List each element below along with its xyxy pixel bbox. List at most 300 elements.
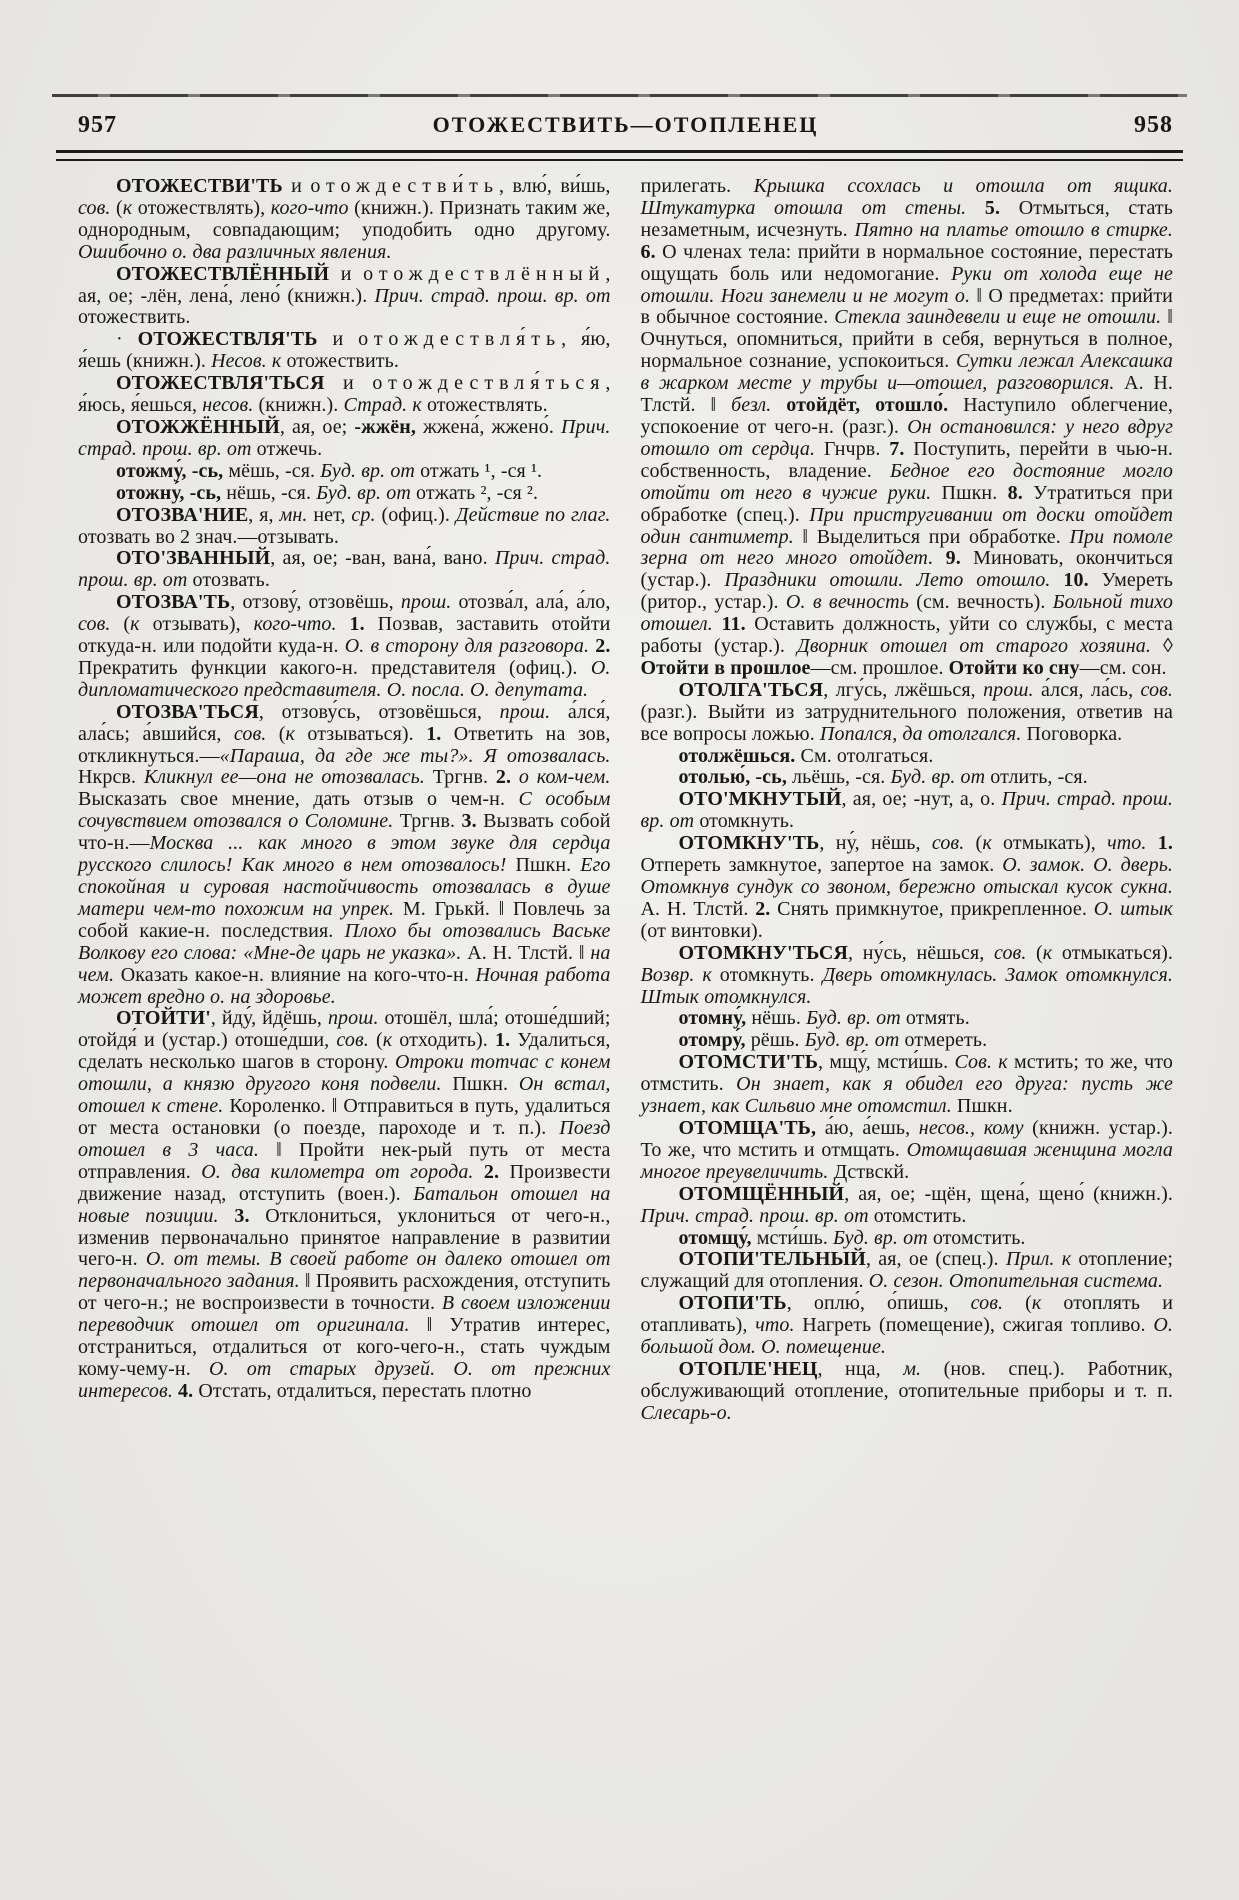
entry-text-segment: а́ю, а́ешь, <box>816 1116 919 1139</box>
dictionary-entry <box>641 767 1174 789</box>
entry-text-segment: сов. <box>336 1029 369 1052</box>
entry-text-segment: Отмыться, стать незаметным, исчезнуть. <box>640 196 1173 241</box>
entry-text-segment: ‖ О предметах: прийти в обычное состояние. <box>640 284 1173 329</box>
entry-headword: ОТОЖЖЁННЫЙ <box>116 415 280 438</box>
entry-headword: ОТОМЩЁННЫЙ <box>678 1182 845 1205</box>
entry-text-segment: , мщу́, мсти́шь. <box>818 1051 955 1074</box>
entry-text-segment: Прил. к <box>1005 1248 1072 1271</box>
entry-text-segment: Батальон отошел на новые позиции. <box>78 1182 611 1227</box>
entry-text-segment: безл. <box>731 394 772 417</box>
entry-text-segment: Прич. страд. прош. вр. от <box>78 415 611 460</box>
entry-headword: ОТОЗВА'ТЬСЯ <box>116 700 259 723</box>
entry-text-segment <box>966 197 985 219</box>
entry-text-segment: Отстать, отдалиться, перестать плотно <box>193 1379 532 1402</box>
entry-text-segment: сов. <box>78 196 111 219</box>
entry-text-segment <box>219 1205 235 1227</box>
entry-text-segment: Возвр. к <box>640 963 712 986</box>
entry-text-segment: отомстить. <box>927 1226 1026 1249</box>
entry-text-segment: что. <box>755 1314 795 1337</box>
entry-text-segment: 3. <box>234 1204 250 1227</box>
entry-text-segment: 10. <box>1063 569 1089 592</box>
entry-text-segment: 1. <box>494 1029 511 1052</box>
entry-text-segment: ( <box>1026 941 1043 964</box>
entry-text-segment: 6. <box>640 240 656 263</box>
entry-text-segment: отошёл, шла́; отоше́дший; отойдя́ и (устар.) отоше́дши, <box>78 1007 611 1052</box>
entry-text-segment: , влю́, ви́шь, <box>499 175 611 197</box>
entry-text-segment: ‖ Проявить расхождения, отступить от чего-н.; не воспроизвести в точности. <box>78 1270 611 1315</box>
entry-text-segment: и <box>324 372 373 395</box>
entry-text-segment: ‖ Очнуться, опомниться, прийти в себя, вернуться в полное, нормальное сознание, успокоиться. <box>640 306 1173 373</box>
entry-text-segment: О членах тела: прийти в нормальное состояние, перестать ощущать боль или недомогание. <box>640 240 1173 285</box>
entry-text-segment: Руки от холода еще не отошли. Ноги занемели и не могут о. <box>640 262 1173 307</box>
entry-text-segment: Буд. вр. от <box>804 1029 900 1052</box>
entry-text-segment: Пшкн. <box>951 1095 1013 1118</box>
entry-headword: ОТОПЛЕ'НЕЦ <box>678 1357 818 1380</box>
entry-text-segment <box>1147 832 1158 854</box>
entry-text-segment: отжать ², -ся ². <box>410 481 539 504</box>
dictionary-entry <box>78 483 611 505</box>
entry-text-segment: Больной тихо отошел. <box>640 591 1173 636</box>
entry-text-segment: Ночная работа может вредно о. на здоровье. <box>78 963 611 1008</box>
entry-text-segment: (офиц.). <box>375 503 456 526</box>
dictionary-entry <box>641 1249 1174 1293</box>
entry-text-segment: Отойти в прошлое <box>640 656 811 679</box>
entry-text-segment: несов., кому <box>918 1116 1024 1139</box>
entry-headword: ОТО'ЗВАННЫЙ <box>116 547 271 570</box>
entry-text-segment: -жжён, <box>354 415 417 438</box>
entry-text-segment: Пшкн. <box>506 854 581 877</box>
entry-headword: ОТОЖЕСТВЛЯ'ТЬСЯ <box>116 372 325 395</box>
entry-text-segment: льёшь, -ся. <box>786 766 891 789</box>
entry-text-segment: Поговорка. <box>1021 722 1123 745</box>
entry-text-segment: , я, <box>248 503 280 526</box>
entry-text-segment: м. <box>903 1357 922 1380</box>
entry-text-segment: О. от темы. В своей работе он далеко отошел от первоначального задания. <box>78 1248 611 1293</box>
entry-text-segment: 7. <box>889 437 905 460</box>
entry-text-segment: , ну́, нёшь, <box>819 832 932 855</box>
entry-text-segment: , йду́, йдёшь, <box>210 1007 328 1030</box>
entry-headword: отомну́, <box>678 1007 747 1030</box>
entry-text-segment: прилегать. <box>640 175 754 197</box>
entry-text-segment: сов. <box>1140 678 1173 701</box>
dictionary-entry <box>641 176 1174 680</box>
entry-text-segment: О. большой дом. О. помещение. <box>640 1314 1173 1359</box>
entry-text-segment: Произвести движение назад, отступить (воен.). <box>78 1160 611 1205</box>
entry-text-segment: ◊ <box>1151 635 1173 658</box>
entry-text-segment: Позвав, заставить отойти откуда-н. или подойти куда-н. <box>78 613 611 658</box>
entry-headword: отожну́, -сь, <box>116 481 222 504</box>
dictionary-entry <box>641 1030 1174 1052</box>
entry-headword: ОТОЛГА'ТЬСЯ <box>678 678 824 701</box>
entry-headword: отомру́, <box>678 1029 746 1052</box>
entry-headword: ОТОЖЕСТВИ'ТЬ <box>116 175 283 197</box>
entry-text-segment: мсти́шь. <box>751 1226 834 1249</box>
left-column <box>78 176 611 1425</box>
entry-text-segment <box>933 547 945 569</box>
entry-text-segment <box>771 394 786 416</box>
entry-text-segment: сов. <box>993 941 1027 964</box>
entry-text-segment: Буд. вр. от <box>833 1226 928 1249</box>
entry-text-segment: 3. <box>461 810 477 833</box>
entry-text-segment: Буд. вр. от <box>806 1007 901 1030</box>
entry-text-segment: сов. <box>970 1292 1004 1315</box>
entry-text-segment: Плохо бы отозвались Ваське Волкову его слова: «Мне-де царь не указка». <box>78 919 611 964</box>
entry-text-segment: , я́ю, я́ешь (книжн.). <box>78 328 611 373</box>
entry-text-segment: Ответить на зов, откликнуться.— <box>78 722 611 767</box>
entry-text-segment: , ая, ое (спец.). <box>865 1248 1006 1271</box>
entry-text-segment: Ошибочно о. два различных явления. <box>78 240 392 263</box>
entry-text-segment: (нов. спец.). Работник, обслуживающий отопление, отопительные приборы и т. п. <box>640 1357 1173 1402</box>
entry-text-segment: отожествить. <box>78 306 191 329</box>
entry-text-segment: 1. <box>349 613 365 636</box>
entry-text-segment: отопление; служащий для отопления. <box>640 1248 1173 1293</box>
entry-text-segment: Он остановился: у него вдруг отошло от сердца. <box>640 415 1173 460</box>
dictionary-entry <box>641 1293 1174 1359</box>
entry-text-segment: Он встал, отошел к стене. <box>78 1073 611 1118</box>
entry-text-segment: отходить). <box>392 1029 495 1052</box>
entry-text-segment: Оказать какое-н. влияние на кого-что-н. <box>114 963 476 986</box>
entry-text-segment: Прич. страд. прош. вр. от <box>78 547 611 592</box>
entry-text-segment: 5. <box>984 196 1001 219</box>
entry-text-segment: Наступило облегчение, успокоение от чего-н. (разг.). <box>640 394 1173 438</box>
dictionary-entry <box>78 505 611 549</box>
entry-text-segment: (книжн.). Признать таким же, однородным, совпадающим; уподобить одно другому. <box>78 196 611 241</box>
entry-text-segment: ср. <box>351 503 376 526</box>
entry-text-segment: Нагреть (помещение), сжигая топливо. <box>794 1314 1154 1337</box>
entry-text-segment: О. в вечность <box>785 591 909 614</box>
entry-text-segment: Праздники отошли. Лето отошло. <box>724 569 1051 592</box>
entry-text-segment: кого-что. <box>253 613 337 636</box>
entry-text-segment: к <box>122 196 133 219</box>
entry-text-segment: и <box>329 262 364 285</box>
entry-text-segment: Оставить должность, уйти со службы, с места работы (устар.). <box>640 613 1173 658</box>
entry-text-segment: «Параша, да где же ты?». Я отозвалась. <box>219 744 611 767</box>
entry-text-segment: ( <box>1003 1292 1032 1315</box>
entry-text-segment: , ая, ое; -лён, лена́, лено́ (книжн.). <box>78 262 611 307</box>
entry-text-segment: 1. <box>1157 832 1173 855</box>
entry-text-segment: Буд. вр. от <box>890 766 986 789</box>
dictionary-entry <box>78 373 611 417</box>
entry-text-segment: Буд. вр. от <box>320 459 415 482</box>
dictionary-entry <box>641 1052 1174 1118</box>
entry-text-segment: прош. <box>327 1007 379 1030</box>
entry-text-segment: 2. <box>495 766 512 789</box>
entry-text-segment: отожествлять), <box>132 196 271 219</box>
dictionary-entry <box>641 1228 1174 1250</box>
entry-text-segment: (книжн.). <box>253 394 344 417</box>
entry-text-segment: ‖ Утратив интерес, отстраниться, отдалиться от кого-чего-н., стать чуждым кому-чему-н. <box>78 1314 611 1380</box>
entry-text-segment: Он знает, как я обидел его друга: пусть же узнает, как Сильвио мне отомстил. <box>640 1073 1173 1118</box>
entry-text-segment: сов. <box>931 832 965 855</box>
entry-text-segment: 11. <box>721 613 746 636</box>
entry-text-segment: А. Н. Тлстй. ‖ <box>461 941 591 964</box>
entry-text-segment: Москва ... как много в этом звуке для сердца русского слилось! Как много в нем отозвалось! <box>78 832 611 877</box>
entry-text-segment: 1. <box>426 722 442 745</box>
entry-text-segment: , я́юсь, я́ешься, <box>78 372 611 417</box>
entry-text-segment: отожествить. <box>281 350 399 373</box>
entry-text-segment: 2. <box>595 635 611 658</box>
entry-headword: ОТОПИ'ТЕЛЬНЫЙ <box>678 1248 866 1271</box>
entry-text-segment: отмыкаться). <box>1052 941 1173 964</box>
entry-text-segment: С особым сочувствием отозвался о Соломине. <box>78 788 611 833</box>
entry-text-segment: Кликнул ее—она не отозвалась. <box>143 766 425 789</box>
entry-text-segment: отозва́л, ала́, а́ло, <box>451 591 611 614</box>
entry-text-segment: сов. <box>233 722 267 745</box>
entry-text-segment: О. штык <box>1093 897 1173 920</box>
entry-text-segment: сов. <box>78 613 111 636</box>
entry-text-segment: отмять. <box>900 1007 970 1030</box>
dictionary-entry <box>78 461 611 483</box>
entry-text-segment: отождествля́ться <box>372 372 606 395</box>
entry-text-segment: отождестви́ть <box>310 175 500 197</box>
entry-text-segment: а́лся́, ала́сь; а́вшийся, <box>78 700 611 745</box>
entry-text-segment: что. <box>1107 832 1147 855</box>
entry-headword: отолью́, -сь, <box>678 766 787 789</box>
left-page-number: 957 <box>78 112 117 138</box>
entry-text-segment: Сов. к <box>954 1051 1008 1074</box>
entry-text-segment: отожествлять. <box>421 394 548 417</box>
entry-text-segment: Слесарь-о. <box>640 1401 732 1424</box>
entry-text-segment: ( <box>110 196 123 219</box>
dictionary-entry <box>78 417 611 461</box>
entry-text-segment: Отойти ко сну <box>948 656 1080 679</box>
entry-text-segment: (от винтовки). <box>640 919 763 942</box>
entry-text-segment: ‖ Выделиться при обработке. <box>793 525 1070 548</box>
entry-headword: ОТОМКНУ'ТЬСЯ <box>678 941 849 964</box>
entry-text-segment: (книжн. устар.). То же, что мстить и отмщать. <box>640 1116 1173 1161</box>
header-rule <box>56 150 1183 161</box>
entry-text-segment: Буд. вр. от <box>316 481 411 504</box>
entry-text-segment: Дворник отошел от старого хозяина. <box>797 635 1151 658</box>
entry-text-segment: При помоле зерна от него много отойдет. <box>640 525 1173 570</box>
entry-headword: ОТОЗВА'НИЕ <box>116 503 249 526</box>
entry-text-segment: ( <box>964 832 983 855</box>
entry-text-segment: (см. вечность). <box>908 591 1053 614</box>
entry-headword: ОТО'МКНУТЫЙ <box>678 788 842 811</box>
entry-text-segment: нёшь. <box>746 1007 807 1030</box>
entry-text-segment: Дствскй. <box>828 1160 910 1183</box>
entry-text-segment <box>337 613 350 635</box>
entry-text-segment: 9. <box>945 547 961 570</box>
entry-headword: отолжёшься. <box>678 744 796 767</box>
entry-text-segment: отоплять и отапливать), <box>640 1292 1173 1337</box>
entry-text-segment: отозвать. <box>187 569 270 592</box>
entry-text-segment: 8. <box>1007 481 1023 504</box>
dictionary-entry <box>78 264 611 330</box>
entry-text-segment: к <box>285 722 295 745</box>
entry-text-segment: —см. прошлое. <box>810 656 949 679</box>
entry-text-segment: , ая, ое; -ван, вана́, вано. <box>270 547 495 570</box>
entry-text-segment: Короленко. ‖ Отправиться в путь, удалиться от места остановки (о поезде, пароходе и т. п.). <box>78 1095 611 1139</box>
entry-text-segment: , ну́сь, нёшься, <box>848 941 994 964</box>
entry-headword: ОТОЖЕСТВЛЁННЫЙ <box>116 262 330 285</box>
entry-headword: ОТОЙТИ' <box>116 1007 211 1030</box>
entry-text-segment: Нкрсв. <box>78 766 144 789</box>
entry-text-segment: , оплю́, о́пишь, <box>786 1292 971 1315</box>
entry-text-segment: отойдёт, отошло́. <box>786 394 949 417</box>
entry-text-segment: мн. <box>279 503 308 526</box>
entry-headword: ОТОМСТИ'ТЬ <box>678 1051 819 1074</box>
entry-text-segment: отзываться). <box>294 722 427 745</box>
entry-text-segment: Прич. страд. прош. вр. от <box>640 1204 869 1227</box>
entry-text-segment: В своем изложении переводчик отошел от оригинала. <box>78 1292 611 1337</box>
entry-text-segment: прош. <box>400 591 452 614</box>
entry-text-segment: Тргнв. <box>424 766 496 789</box>
entry-text-segment: Прекратить функции какого-н. представителя (офиц.). <box>78 656 591 679</box>
entry-text-segment: 4. <box>178 1379 194 1402</box>
entry-text-segment: Миновать, окончиться (устар.). <box>640 547 1173 592</box>
entry-text-segment: о ком-чем. <box>518 766 611 789</box>
entry-text-segment: Пшкн. <box>441 1073 519 1096</box>
entry-text-segment: О. два километра от города. <box>201 1160 474 1183</box>
entry-text-segment: отжечь. <box>251 437 323 460</box>
entry-text-segment: к <box>1042 941 1053 964</box>
entry-text-segment: ( <box>368 1029 383 1052</box>
entry-text-segment: Страд. к <box>343 394 422 417</box>
entry-text-segment: ( <box>266 722 286 745</box>
dictionary-entry <box>641 1118 1174 1184</box>
entry-text-segment: и <box>282 175 311 197</box>
dictionary-entry <box>78 548 611 592</box>
entry-text-segment: Вызвать собой что-н.— <box>78 810 611 855</box>
entry-text-segment: ( <box>110 613 131 636</box>
entry-text-segment: к <box>382 1029 393 1052</box>
entry-text-segment: О. в сторону для разговора. <box>344 635 590 658</box>
entry-text-segment: О. замок. О. дверь. Отомкнув сундук со звоном, бережно отыскал кусок сукна. <box>640 854 1173 898</box>
entry-text-segment: Отроки тотчас с конем отошли, а князю другого коня подвели. <box>78 1051 611 1096</box>
entry-text-segment: Стекла заиндевели и еще не отошли. <box>834 306 1162 329</box>
entry-text-segment: Отпереть замкнутое, запертое на замок. <box>640 854 1003 877</box>
entry-headword: ОТОМЩА'ТЬ, <box>678 1116 817 1139</box>
dictionary-entry <box>641 746 1174 768</box>
entry-text-segment <box>474 1161 484 1183</box>
entry-text-segment: отомкнуть. <box>711 963 823 986</box>
entry-text-segment: Дверь отомкнулась. Замок отомкнулся. Штык отомкнулся. <box>640 963 1174 1008</box>
entry-text-segment: нёшь, -ся. <box>221 481 317 504</box>
entry-text-segment: рёшь. <box>745 1029 805 1052</box>
dictionary-entry <box>78 592 611 702</box>
entry-text-segment: мёшь, -ся. <box>223 459 321 482</box>
entry-text-segment: А. Н. Тлстй. <box>640 897 756 920</box>
entry-text-segment: , ая, ое; <box>279 415 355 438</box>
entry-text-segment: и <box>317 328 359 351</box>
entry-text-segment <box>511 766 519 788</box>
entry-text-segment: · <box>116 328 138 351</box>
dictionary-entry <box>641 943 1174 1009</box>
entry-text-segment: О. от старых друзей. О. от прежних интересов. <box>78 1357 611 1402</box>
entry-text-segment: М. Грькй. ‖ Повлечь за собой какие-н. последствия. <box>78 897 611 942</box>
page-title: ОТОЖЕСТВИТЬ—ОТОПЛЕНЕЦ <box>432 112 819 137</box>
entry-text-segment: Гнчрв. <box>815 437 890 460</box>
entry-text-segment: Утратиться при обработке (спец.). <box>640 481 1173 526</box>
entry-text-segment: О. сезон. Отопительная система. <box>868 1270 1164 1293</box>
right-column <box>641 176 1174 1425</box>
entry-text-segment: отождествлённый <box>363 262 606 285</box>
text-columns <box>78 176 1173 1425</box>
dictionary-entry <box>78 1008 611 1402</box>
entry-text-segment: Умереть (ритор., устар.). <box>640 569 1173 614</box>
scan-artifact-top-line <box>52 94 1187 97</box>
entry-text-segment: , ая, ое; -щён, щена́, щено́ (книжн.). <box>844 1182 1173 1205</box>
entry-text-segment <box>1051 569 1064 591</box>
dictionary-entry <box>78 329 611 373</box>
entry-text-segment: Высказать свое мнение, дать отзыв о чем-н. <box>78 788 519 811</box>
entry-text-segment: 2. <box>483 1160 500 1183</box>
entry-text-segment: ‖ Пройти нек-рый путь от места отправления. <box>78 1138 611 1183</box>
entry-text-segment: ОТОЖЕСТВЛЯ'ТЬ <box>137 328 318 351</box>
dictionary-entry <box>641 1008 1174 1030</box>
entry-headword: отожму́, -сь, <box>116 459 224 482</box>
entry-text-segment: Поступить, перейти в чью-н. собственность, владение. <box>640 437 1173 482</box>
entry-headword: ОТОМКНУ'ТЬ <box>678 832 820 855</box>
entry-text-segment: несов. <box>202 394 254 417</box>
entry-text-segment: —см. сон. <box>1079 656 1167 679</box>
entry-text-segment: Действие по глаг. <box>455 503 611 526</box>
entry-text-segment: , отзову́сь, отзовёшься, <box>258 700 500 723</box>
running-head <box>78 112 1173 139</box>
entry-text-segment: (разг.). Выйти из затруднительного положения, ответив на все вопросы ложью. <box>640 700 1173 745</box>
entry-text-segment: отомкнуть. <box>694 810 795 833</box>
entry-text-segment: к <box>130 613 140 636</box>
entry-headword: отомщу́, <box>678 1226 752 1249</box>
entry-text-segment: Поезд отошел в 3 часа. <box>78 1116 611 1161</box>
dictionary-entry <box>641 1359 1174 1425</box>
entry-text-segment: , лгу́сь, лжёшься, <box>823 678 984 701</box>
entry-headword: ОТОЗВА'ТЬ <box>116 591 231 614</box>
entry-text-segment: Прич. страд. прош. вр. от <box>640 788 1173 833</box>
entry-text-segment: отомстить. <box>868 1204 967 1227</box>
entry-text-segment: прош. <box>499 700 551 723</box>
entry-text-segment: Попался, да отолгался. <box>819 722 1022 745</box>
dictionary-entry <box>78 702 611 1009</box>
entry-text-segment: Снять примкнутое, прикрепленное. <box>770 897 1094 920</box>
entry-text-segment: отжать ¹, -ся ¹. <box>414 459 543 482</box>
entry-text-segment: Сутки лежал Алексашка в жарком месте у трубы и—отошел, разговорился. <box>640 350 1173 395</box>
entry-text-segment: на чем. <box>78 941 611 986</box>
entry-text-segment: а́лся, ла́сь, <box>1033 678 1141 701</box>
entry-text-segment: Отомщавшая женщина могла многое преувеличить. <box>640 1138 1174 1183</box>
entry-text-segment: , нца, <box>817 1357 904 1380</box>
entry-text-segment: Бедное его достояние могло отойти от него в чужие руки. <box>640 459 1173 504</box>
entry-text-segment: Тргнв. <box>393 810 462 833</box>
entry-text-segment: мстить; то же, что отмстить. <box>640 1051 1173 1096</box>
entry-text-segment: Удалиться, сделать несколько шагов в сторону. <box>78 1029 611 1074</box>
entry-text-segment: , ая, ое; -нут, а, о. <box>841 788 1002 811</box>
dictionary-entry <box>641 680 1174 746</box>
entry-text-segment: отзывать), <box>139 613 254 636</box>
entry-text-segment: Его спокойная и суровая настойчивость отозвалась в душе матери чем-то похожим на упрек. <box>78 854 611 920</box>
entry-text-segment: А. Н. Тлстй. ‖ <box>640 372 1173 417</box>
right-page-number: 958 <box>1134 112 1173 138</box>
entry-text-segment: к <box>982 832 992 855</box>
entry-text-segment: прош. <box>983 678 1034 701</box>
entry-text-segment: Прич. страд. прош. вр. от <box>374 284 611 307</box>
entry-text-segment: 2. <box>755 897 771 920</box>
entry-headword: ОТОПИ'ТЬ <box>678 1292 787 1315</box>
entry-text-segment: отождествля́ть <box>358 328 562 351</box>
entry-text-segment: Отклониться, уклониться от чего-н., изменив первоначально принятое направление в развитии чего-н. <box>78 1204 611 1271</box>
entry-text-segment: нет, <box>307 503 352 526</box>
entry-text-segment: Пшкн. <box>931 481 1008 504</box>
entry-text-segment: Крышка ссохлась и отошла от ящика. Штукатурка отошла от стены. <box>640 175 1173 219</box>
entry-text-segment: При пристругивании от доски отойдет один сантиметр. <box>640 503 1173 548</box>
entry-text-segment: отмереть. <box>899 1029 988 1052</box>
entry-text-segment: отлить, -ся. <box>985 766 1088 789</box>
entry-text-segment: , отзову́, отзовёшь, <box>230 591 401 614</box>
entry-text-segment: жжена́, жжено́. <box>416 415 561 438</box>
entry-text-segment: Несов. к <box>211 350 282 373</box>
entry-text-segment: кого-что <box>270 196 349 219</box>
